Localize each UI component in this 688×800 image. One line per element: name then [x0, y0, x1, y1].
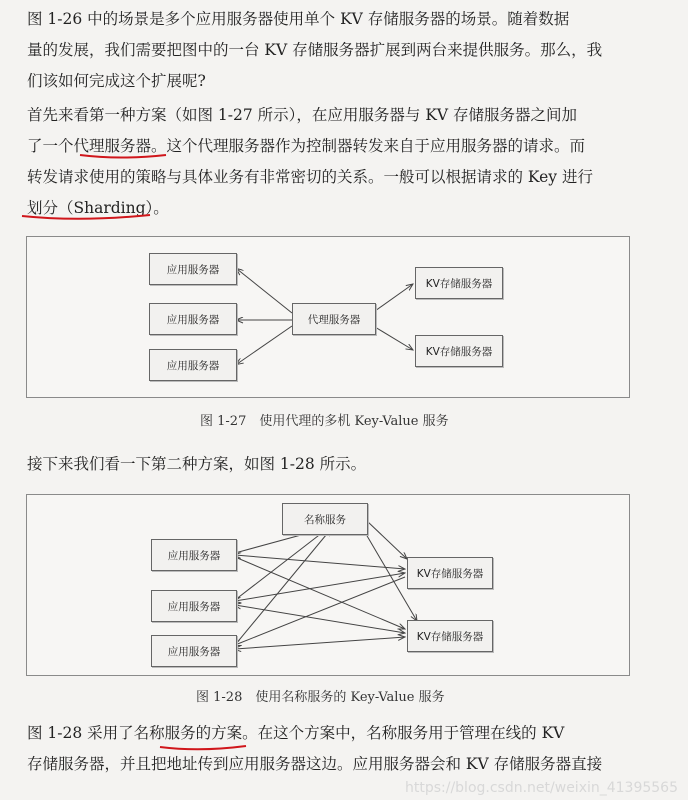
paragraph-intro	[27, 4, 639, 97]
arrow-name-kv1	[367, 521, 407, 559]
arrow-app2-kv2	[235, 605, 405, 633]
figure-1-27	[26, 236, 630, 398]
app-server-box: 应用服务器	[151, 539, 237, 571]
text-line: 了一个代理服务器。这个代理服务器作为控制器转发来自于应用服务器的请求。而	[27, 137, 586, 155]
app-server-box: 应用服务器	[149, 349, 237, 381]
name-service-box: 名称服务	[282, 503, 368, 535]
text-line: 接下来我们看一下第二种方案，如图 1-28 所示。	[27, 455, 367, 473]
watermark: https://blog.csdn.net/weixin_41395565	[404, 780, 678, 796]
kv-server-box: KV存储服务器	[415, 267, 503, 299]
proxy-server-box: 代理服务器	[292, 303, 376, 335]
figure-1-27-caption: 图 1-27 使用代理的多机 Key-Value 服务	[200, 414, 449, 429]
paragraph-name-service	[27, 718, 639, 780]
figure-1-28-caption: 图 1-28 使用名称服务的 Key-Value 服务	[196, 690, 445, 705]
kv-server-box: KV存储服务器	[407, 620, 493, 652]
text-line: 转发请求使用的策略与具体业务有非常密切的关系。一般可以根据请求的 Key 进行	[27, 168, 593, 186]
app-server-box: 应用服务器	[151, 635, 237, 667]
text-line: 们该如何完成这个扩展呢?	[27, 72, 206, 90]
arrow-app3-name	[235, 529, 331, 645]
text-line: 量的发展，我们需要把图中的一台 KV 存储服务器扩展到两台来提供服务。那么，我	[27, 41, 603, 59]
kv-server-box: KV存储服务器	[415, 335, 503, 367]
arrow-app3-kv2	[235, 637, 405, 649]
paragraph-proxy-scheme	[27, 100, 639, 224]
app-server-box: 应用服务器	[151, 590, 237, 622]
arrow-app1-kv2	[235, 557, 405, 629]
app-server-box: 应用服务器	[149, 303, 237, 335]
text-line: 首先来看第一种方案（如图 1-27 所示），在应用服务器与 KV 存储服务器之间加	[27, 106, 578, 124]
text-line: 图 1-26 中的场景是多个应用服务器使用单个 KV 存储服务器的场景。随着数据	[27, 10, 570, 28]
paragraph-second-scheme	[27, 449, 639, 480]
app-server-box: 应用服务器	[149, 253, 237, 285]
text-line: 存储服务器，并且把地址传到应用服务器这边。应用服务器会和 KV 存储服务器直接	[27, 755, 603, 773]
arrow-proxy-kv1	[375, 284, 413, 311]
text-line: 划分（Sharding）。	[27, 199, 169, 217]
arrow-proxy-kv2	[375, 327, 413, 350]
arrow-app3-proxy	[237, 326, 292, 364]
kv-server-box: KV存储服务器	[407, 557, 493, 589]
figure-1-28	[26, 494, 630, 676]
text-line: 图 1-28 采用了名称服务的方案。在这个方案中，名称服务用于管理在线的 KV	[27, 724, 565, 742]
arrow-app1-proxy	[237, 269, 292, 313]
